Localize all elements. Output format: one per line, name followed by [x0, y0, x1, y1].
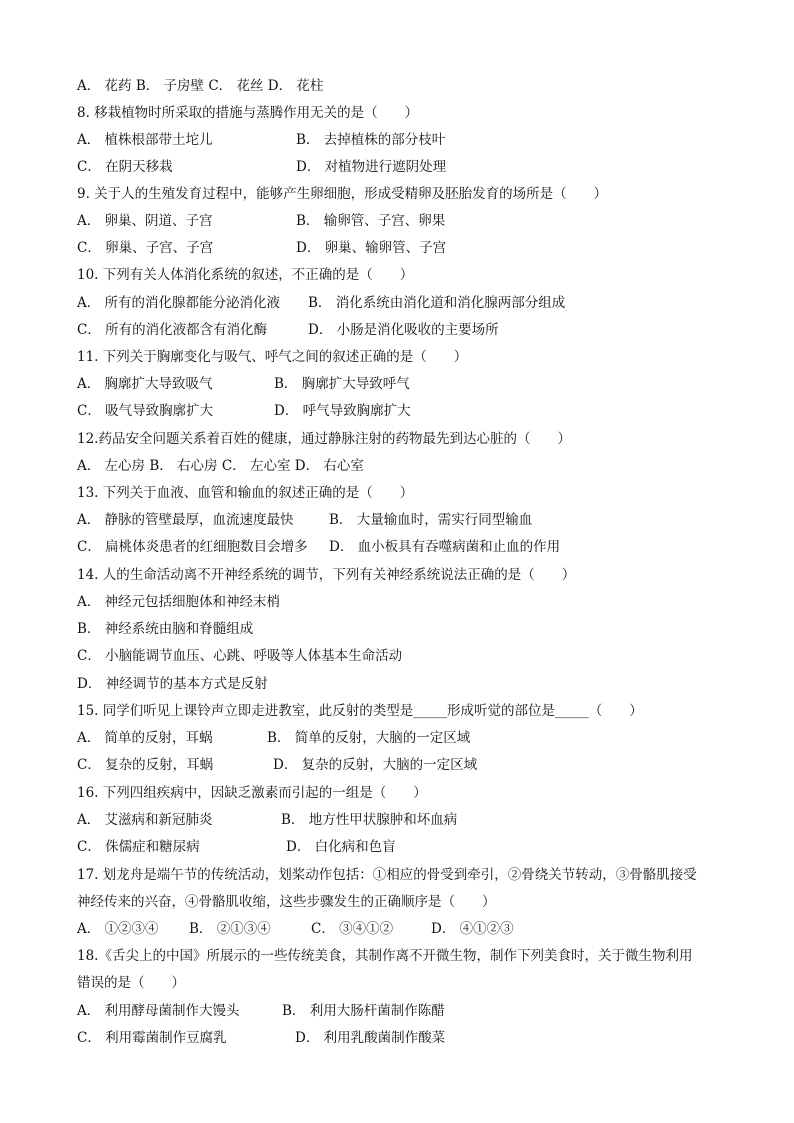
q14-option-d: D． 神经调节的基本方式是反射: [77, 676, 268, 692]
q18-option-a: A． 利用酵母菌制作大馒头: [77, 1003, 240, 1019]
q18-stem-line1: 18.《舌尖上的中国》所展示的一些传统美食，其制作离不开微生物，制作下列美食时，关于微生物利用: [77, 948, 693, 964]
q16-option-a: A． 艾滋病和新冠肺炎: [77, 812, 213, 828]
q10-option-c: C． 所有的消化液都含有消化酶: [77, 322, 268, 338]
q9-option-b: B． 输卵管、子宫、卵果: [296, 213, 446, 229]
q9-option-d: D． 卵巢、输卵管、子宫: [296, 240, 447, 256]
q11-option-a: A． 胸廓扩大导致吸气: [77, 376, 213, 392]
q16-option-b: B． 地方性甲状腺肿和坏血病: [281, 812, 458, 828]
q14-option-b: B． 神经系统由脑和脊髓组成: [77, 621, 254, 637]
q10-option-a: A． 所有的消化腺都能分泌消化液: [77, 295, 281, 311]
q16-option-c: C． 侏儒症和糖尿病: [77, 839, 200, 855]
q13-stem: 13. 下列关于血液、血管和输血的叙述正确的是（ ）: [77, 485, 414, 501]
q11-option-d: D． 呼气导致胸廓扩大: [274, 403, 411, 419]
q10-option-d: D． 小肠是消化吸收的主要场所: [308, 322, 499, 338]
q12-options: A． 左心房 B． 右心房 C． 左心室 D． 右心室: [77, 458, 364, 474]
q13-option-c: C． 扁桃体炎患者的红细胞数目会增多: [77, 539, 308, 555]
q18-option-b: B． 利用大肠杆菌制作陈醋: [282, 1003, 445, 1019]
q17-option-b: B． ②①③④: [189, 921, 271, 937]
q10-stem: 10. 下列有关人体消化系统的叙述，不正确的是（ ）: [77, 267, 414, 283]
q10-option-b: B． 消化系统由消化道和消化腺两部分组成: [308, 295, 566, 311]
q8-option-a: A． 植株根部带土坨儿: [77, 132, 213, 148]
q14-option-a: A． 神经元包括细胞体和神经末梢: [77, 594, 281, 610]
q9-stem: 9. 关于人的生殖发育过程中，能够产生卵细胞，形成受精卵及胚胎发育的场所是（ ）: [77, 186, 608, 202]
q15-stem: 15. 同学们听见上课铃声立即走进教室，此反射的类型是_____形成听觉的部位是_____（ ）: [77, 703, 643, 719]
q16-stem: 16. 下列四组疾病中，因缺乏激素而引起的一组是（ ）: [77, 785, 427, 801]
q14-stem: 14. 人的生命活动离不开神经系统的调节，下列有关神经系统说法正确的是（ ）: [77, 567, 576, 583]
q17-option-d: D． ④①②③: [431, 921, 514, 937]
q17-stem-line1: 17. 划龙舟是端午节的传统活动，划桨动作包括：①相应的骨受到牵引，②骨绕关节转动，③骨骼肌接受: [77, 867, 697, 883]
q14-option-c: C． 小脑能调节血压、心跳、呼吸等人体基本生命活动: [77, 648, 403, 664]
q9-option-a: A． 卵巢、阴道、子宫: [77, 213, 213, 229]
q15-option-b: B． 简单的反射，大脑的一定区域: [267, 730, 471, 746]
q17-option-c: C． ③④①②: [311, 921, 394, 937]
q8-option-c: C． 在阴天移栽: [77, 159, 173, 175]
q15-option-a: A． 简单的反射，耳蜗: [77, 730, 213, 746]
q8-stem: 8. 移栽植物时所采取的措施与蒸腾作用无关的是（ ）: [77, 105, 419, 121]
q18-stem-line2: 错误的是（ ）: [77, 975, 185, 991]
q13-option-d: D． 血小板具有吞噬病菌和止血的作用: [329, 539, 561, 555]
q11-option-b: B． 胸廓扩大导致呼气: [274, 376, 410, 392]
q8-option-d: D． 对植物进行遮阴处理: [296, 159, 447, 175]
q17-stem-line2: 神经传来的兴奋，④骨骼肌收缩，这些步骤发生的正确顺序是（ ）: [77, 894, 496, 910]
q12-stem: 12.药品安全问题关系着百姓的健康，通过静脉注射的药物最先到达心脏的（ ）: [77, 431, 571, 447]
q11-stem: 11. 下列关于胸廓变化与吸气、呼气之间的叙述正确的是（ ）: [77, 349, 468, 365]
q15-option-d: D． 复杂的反射，大脑的一定区域: [273, 757, 478, 773]
q13-option-b: B． 大量输血时，需实行同型输血: [329, 512, 533, 528]
q13-option-a: A． 静脉的管壁最厚，血流速度最快: [77, 512, 294, 528]
q18-option-d: D． 利用乳酸菌制作酸菜: [295, 1030, 446, 1046]
q9-option-c: C． 卵巢、子宫、子宫: [77, 240, 214, 256]
q15-option-c: C． 复杂的反射，耳蜗: [77, 757, 214, 773]
q17-option-a: A． ①②③④: [77, 921, 159, 937]
q11-option-c: C． 吸气导致胸廓扩大: [77, 403, 214, 419]
q7-options: A． 花药 B． 子房壁 C． 花丝 D． 花柱: [77, 78, 324, 94]
q18-option-c: C． 利用霉菌制作豆腐乳: [77, 1030, 227, 1046]
q16-option-d: D． 白化病和色盲: [286, 839, 396, 855]
q8-option-b: B． 去掉植株的部分枝叶: [296, 132, 446, 148]
